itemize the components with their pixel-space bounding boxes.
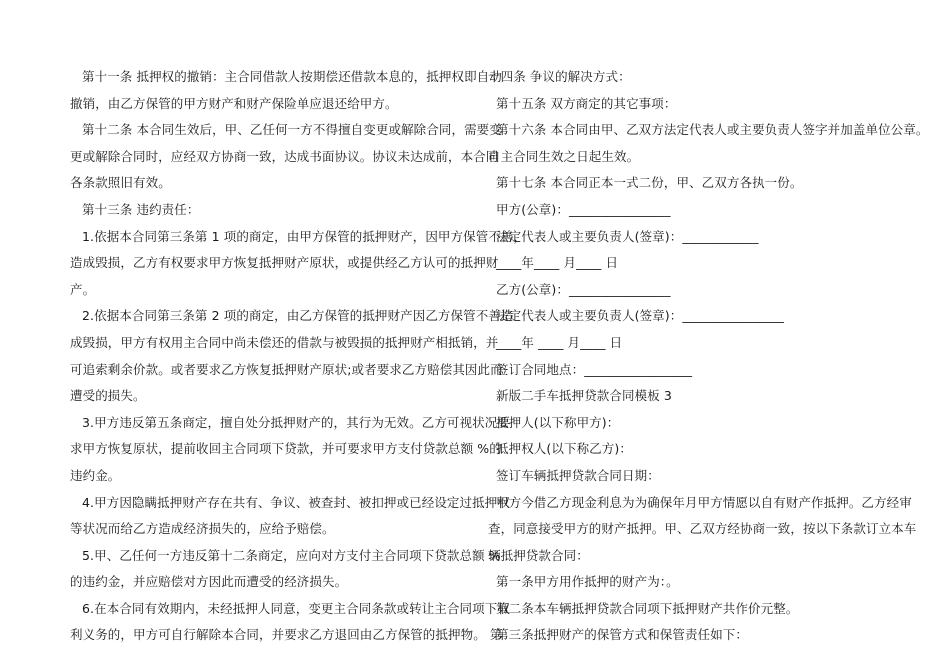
left-column-line: 各条款照旧有效。 [70, 175, 171, 191]
left-column-line: 可追索剩余价款。或者要求乙方恢复抵押财产原状;或者要求乙方赔偿其因此而 [70, 361, 503, 377]
left-column-line: 利义务的，甲方可自行解除本合同，并要求乙方退回由乙方保管的抵押物。 第 [70, 627, 503, 643]
right-column-line: 法定代表人或主要负责人(签章)：____________ [496, 228, 759, 244]
right-column-line: 乙方(公章)：________________ [496, 281, 671, 297]
right-column-line: 辆抵押贷款合同： [488, 547, 589, 563]
left-column-line: 3.甲方违反第五条商定，擅自处分抵押财产的，其行为无效。乙方可视状况要 [82, 414, 510, 430]
left-column-line: 等状况而给乙方造成经济损失的，应给予赔偿。 [70, 521, 335, 537]
left-column-line: 更或解除合同时，应经双方协商一致，达成书面协议。协议未达成前，本合同 [70, 148, 499, 164]
left-column-line: 违约金。 [70, 467, 121, 483]
right-column-line: 抵押人(以下称甲方)： [496, 414, 620, 430]
right-column-line: ____年 ____ 月____ 日 [496, 334, 623, 350]
right-column-line: 第十七条 本合同正本一式二份，甲、乙双方各执一份。 [496, 175, 803, 191]
right-column-line: 新版二手车抵押贷款合同模板 3 [496, 388, 672, 404]
right-column-line: 第一条甲方用作抵押的财产为：。 [496, 574, 679, 590]
left-column-line: 第十三条 违约责任： [82, 201, 200, 217]
right-column-line: 签订车辆抵押贷款合同日期： [496, 467, 660, 483]
left-column-line: 成毁损，甲方有权用主合同中尚未偿还的借款与被毁损的抵押财产相抵销，并 [70, 334, 499, 350]
right-column-line: 自主合同生效之日起生效。 [488, 148, 640, 164]
right-column-line: 第三条抵押财产的保管方式和保管责任如下： [496, 627, 749, 643]
left-column-line: 1.依据本合同第三条第 1 项的商定，由甲方保管的抵押财产，因甲方保管不善， [82, 228, 527, 244]
left-column-line: 5.甲、乙任何一方违反第十二条商定，应向对方支付主合同项下贷款总额 % [82, 547, 501, 563]
right-column-line: 查，同意接受甲方的财产抵押。甲、乙双方经协商一致，按以下条款订立本车 [488, 521, 917, 537]
left-column-line: 第十二条 本合同生效后，甲、乙任何一方不得擅自变更或解除合同，需要变 [82, 122, 502, 138]
left-column-line: 的违约金，并应赔偿对方因此而遭受的经济损失。 [70, 574, 348, 590]
left-column-line: 产。 [70, 281, 96, 297]
left-column-line: 遭受的损失。 [70, 388, 146, 404]
right-column-line: 第十六条 本合同由甲、乙双方法定代表人或主要负责人签字并加盖单位公章。 [496, 122, 929, 138]
right-column-line: 法定代表人或主要负责人(签章)：________________ [496, 308, 784, 324]
left-column-line: 求甲方恢复原状，提前收回主合同项下贷款，并可要求甲方支付贷款总额 %的 [70, 441, 502, 457]
right-column-line: 签订合同地点：_________________ [496, 361, 693, 377]
right-column-line: ____年____ 月____ 日 [496, 255, 619, 271]
right-column-line: 甲方今借乙方现金利息为为确保年月甲方情愿以自有财产作抵押。乙方经审 [496, 494, 912, 510]
right-column-line: 抵押权人(以下称乙方)： [496, 441, 632, 457]
right-column-line: 甲方(公章)：________________ [496, 201, 671, 217]
right-column-line: 第二条本车辆抵押贷款合同项下抵押财产共作价元整。 [496, 600, 799, 616]
right-column [488, 64, 929, 649]
right-column-line: 第十五条 双方商定的其它事项： [496, 95, 677, 111]
left-column-line: 2.依据本合同第三条第 2 项的商定，由乙方保管的抵押财产因乙方保管不善造 [82, 308, 514, 324]
left-column-line: 造成毁损，乙方有权要求甲方恢复抵押财产原状，或提供经乙方认可的抵押财 [70, 255, 499, 271]
left-column-line: 第十一条 抵押权的撤销：主合同借款人按期偿还借款本息的，抵押权即自动 [82, 69, 502, 84]
right-column-line: 十四条 争议的解决方式： [488, 69, 631, 84]
left-column [70, 64, 527, 649]
left-column-line: 4.甲方因隐瞒抵押财产存在共有、争议、被查封、被扣押或已经设定过抵押权 [82, 494, 510, 510]
left-column-line: 6.在本合同有效期内，未经抵押人同意，变更主合同条款或转让主合同项下权 [82, 600, 510, 616]
left-column-line: 撤销，由乙方保管的甲方财产和财产保险单应退还给甲方。 [70, 95, 398, 111]
